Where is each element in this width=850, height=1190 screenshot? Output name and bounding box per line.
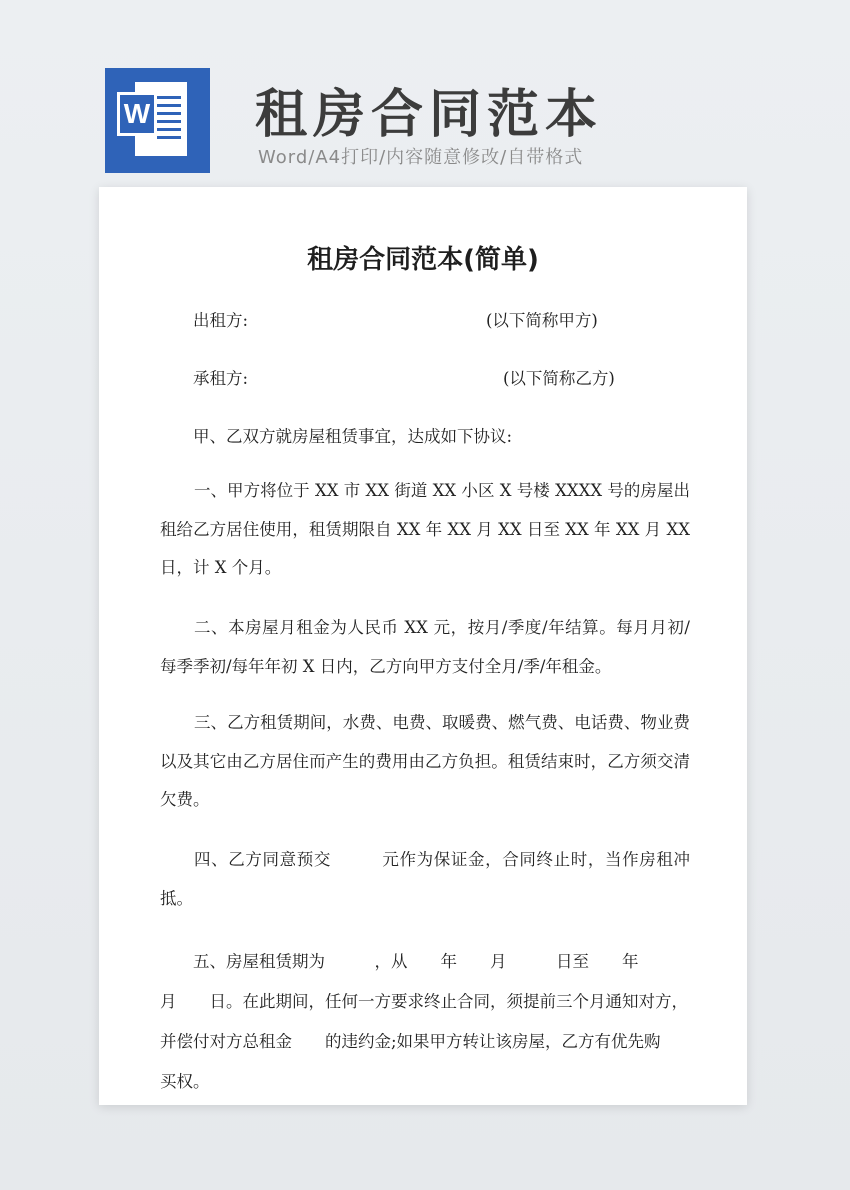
lessor-label: 出租方: <box>193 311 249 330</box>
clause-3: 三、乙方租赁期间，水费、电费、取暖费、燃气费、电话费、物业费以及其它由乙方居住而产生的费用由乙方负担。租赁结束时，乙方须交清欠费。 <box>160 713 690 809</box>
clause-5-line-1: 五、房屋租赁期为 ，从 年 月 日至 年 <box>193 952 639 971</box>
lessor-alias: (以下简称甲方) <box>486 311 598 330</box>
clause-5-line-2: 月 日。在此期间，任何一方要求终止合同，须提前三个月通知对方， <box>160 992 688 1011</box>
lessee-label: 承租方: <box>193 369 249 388</box>
word-logo-icon <box>105 68 210 173</box>
banner-subtitle: Word/A4打印/内容随意修改/自带格式 <box>258 147 584 168</box>
document-page <box>99 187 747 1105</box>
intro-paragraph: 甲、乙双方就房屋租赁事宜，达成如下协议: <box>193 427 513 446</box>
lessee-alias: (以下简称乙方) <box>503 369 615 388</box>
clause-4: 四、乙方同意预交 元作为保证金，合同终止时，当作房租冲抵。 <box>160 850 690 908</box>
document-title: 租房合同范本(简单) <box>307 245 539 275</box>
header-banner <box>0 0 850 190</box>
word-w-letter: W <box>117 92 157 136</box>
banner-title: 租房合同范本 <box>255 85 604 145</box>
clause-5-line-3: 并偿付对方总租金 的违约金;如果甲方转让该房屋，乙方有优先购 <box>160 1032 661 1051</box>
clause-1: 一、甲方将位于 XX 市 XX 街道 XX 小区 X 号楼 XXXX 号的房屋出租给乙方居住使用，租赁期限自 XX 年 XX 月 XX 日至 XX 年 XX 月 XX 日，计 X 个月。 <box>160 481 690 577</box>
clause-2: 二、本房屋月租金为人民币 XX 元，按月/季度/年结算。每月月初/每季季初/每年年初 X 日内，乙方向甲方支付全月/季/年租金。 <box>160 618 690 676</box>
clause-5-line-4: 买权。 <box>160 1072 210 1091</box>
